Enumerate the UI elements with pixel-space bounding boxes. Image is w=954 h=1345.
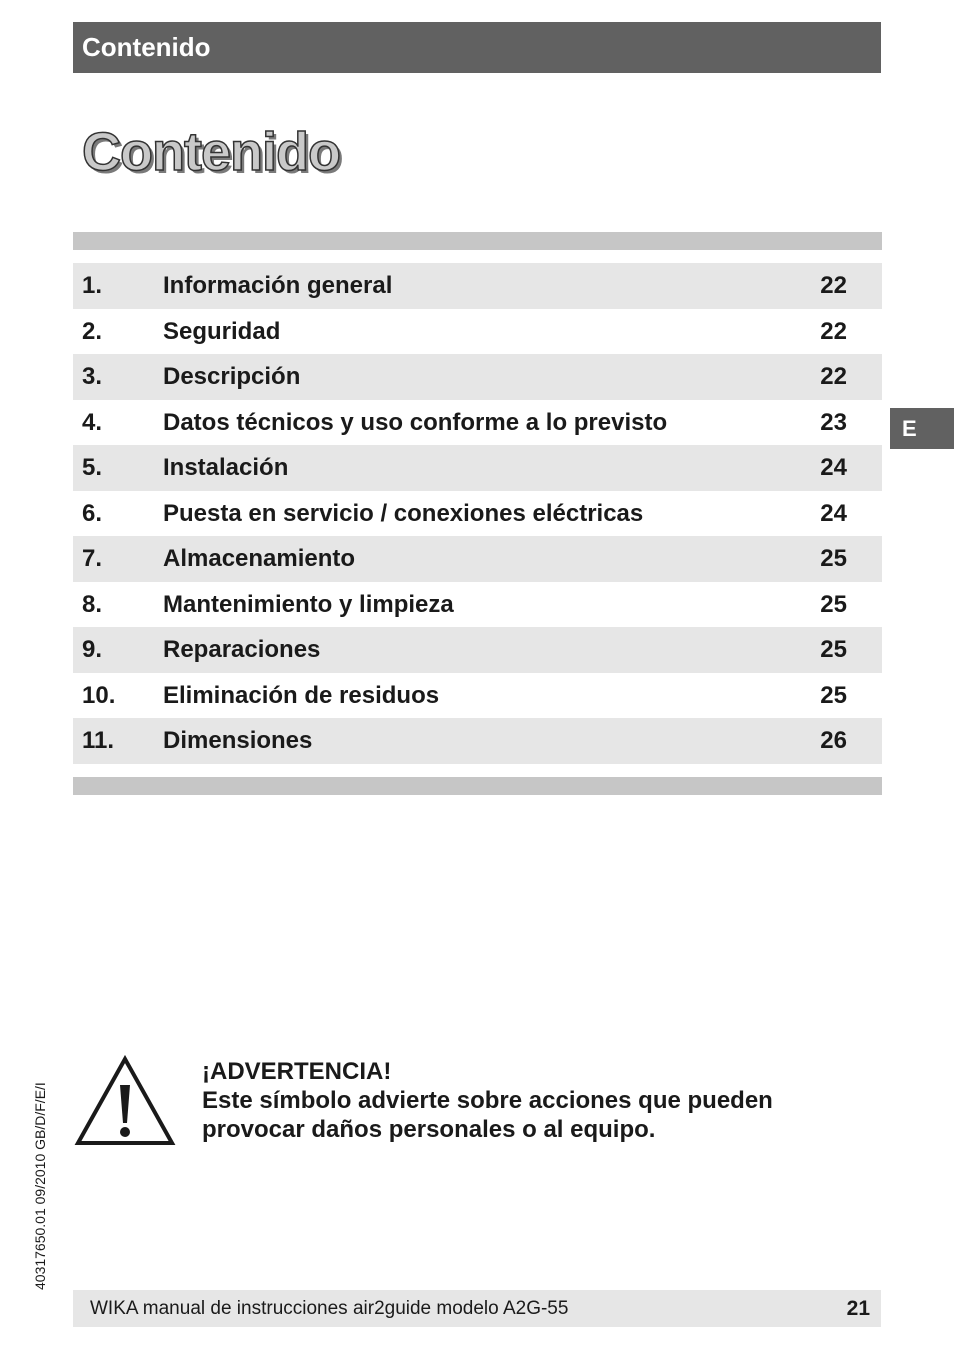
toc-row[interactable] (73, 627, 882, 673)
warning-message (202, 1057, 862, 1144)
toc-page: 25 (820, 590, 847, 618)
toc-title: Datos técnicos y uso conforme a lo previsto (163, 408, 668, 436)
toc-page: 22 (820, 317, 847, 345)
warning-triangle-icon (74, 1055, 176, 1148)
toc-number: 2. (82, 317, 103, 345)
toc-number: 5. (82, 454, 103, 481)
divider-top (73, 232, 882, 250)
toc-number: 3. (82, 363, 103, 390)
toc-row[interactable] (73, 718, 882, 764)
page-footer (73, 1290, 881, 1327)
section-header (73, 22, 881, 73)
toc-title: Puesta en servicio / conexiones eléctricas (163, 499, 644, 527)
toc-row[interactable] (73, 536, 882, 582)
toc-page: 22 (820, 272, 847, 299)
toc-page: 22 (820, 363, 847, 390)
toc-page: 24 (820, 499, 847, 527)
warning-line-1: Este símbolo advierte sobre acciones que pueden (202, 1087, 773, 1114)
toc-row[interactable] (73, 309, 882, 355)
document-code: 40317650.01 09/2010 GB/D/F/E/I (32, 1082, 48, 1290)
page-title: Contenido (82, 122, 340, 182)
toc-row[interactable] (73, 400, 882, 446)
toc-number: 8. (82, 590, 103, 618)
toc-number: 6. (82, 499, 103, 527)
toc-title: Descripción (163, 363, 301, 390)
toc-title: Dimensiones (163, 727, 313, 754)
toc-row[interactable] (73, 673, 882, 719)
section-header-title: Contenido (82, 32, 211, 62)
toc-page: 26 (820, 727, 847, 754)
warning-title: ¡ADVERTENCIA! (202, 1058, 392, 1085)
toc-page: 25 (820, 636, 847, 663)
toc-number: 11. (82, 727, 115, 754)
toc-row[interactable] (73, 582, 882, 628)
toc-page: 25 (820, 545, 847, 572)
warning-line-2: provocar daños personales o al equipo. (202, 1116, 656, 1143)
toc-title: Información general (163, 272, 393, 299)
toc-title: Seguridad (163, 317, 281, 345)
toc-number: 7. (82, 545, 103, 572)
footer-text: WIKA manual de instrucciones air2guide modelo A2G-55 (90, 1298, 569, 1319)
toc-title: Reparaciones (163, 636, 321, 663)
divider-bottom (73, 777, 882, 795)
toc-row[interactable] (73, 263, 882, 309)
toc-row[interactable] (73, 491, 882, 537)
toc-number: 10. (82, 681, 116, 709)
toc-number: 9. (82, 636, 103, 663)
toc-number: 4. (82, 408, 103, 436)
table-of-contents (73, 263, 882, 764)
language-tab-label: E (902, 416, 917, 441)
toc-page: 23 (820, 408, 847, 436)
toc-title: Instalación (163, 454, 289, 481)
toc-page: 24 (820, 454, 847, 481)
page-number: 21 (846, 1297, 870, 1320)
language-tab (890, 408, 954, 449)
toc-row[interactable] (73, 445, 882, 491)
toc-title: Almacenamiento (163, 545, 356, 572)
toc-page: 25 (820, 681, 847, 709)
toc-row[interactable] (73, 354, 882, 400)
toc-title: Eliminación de residuos (163, 681, 440, 709)
toc-title: Mantenimiento y limpieza (163, 590, 454, 618)
toc-number: 1. (82, 272, 103, 299)
